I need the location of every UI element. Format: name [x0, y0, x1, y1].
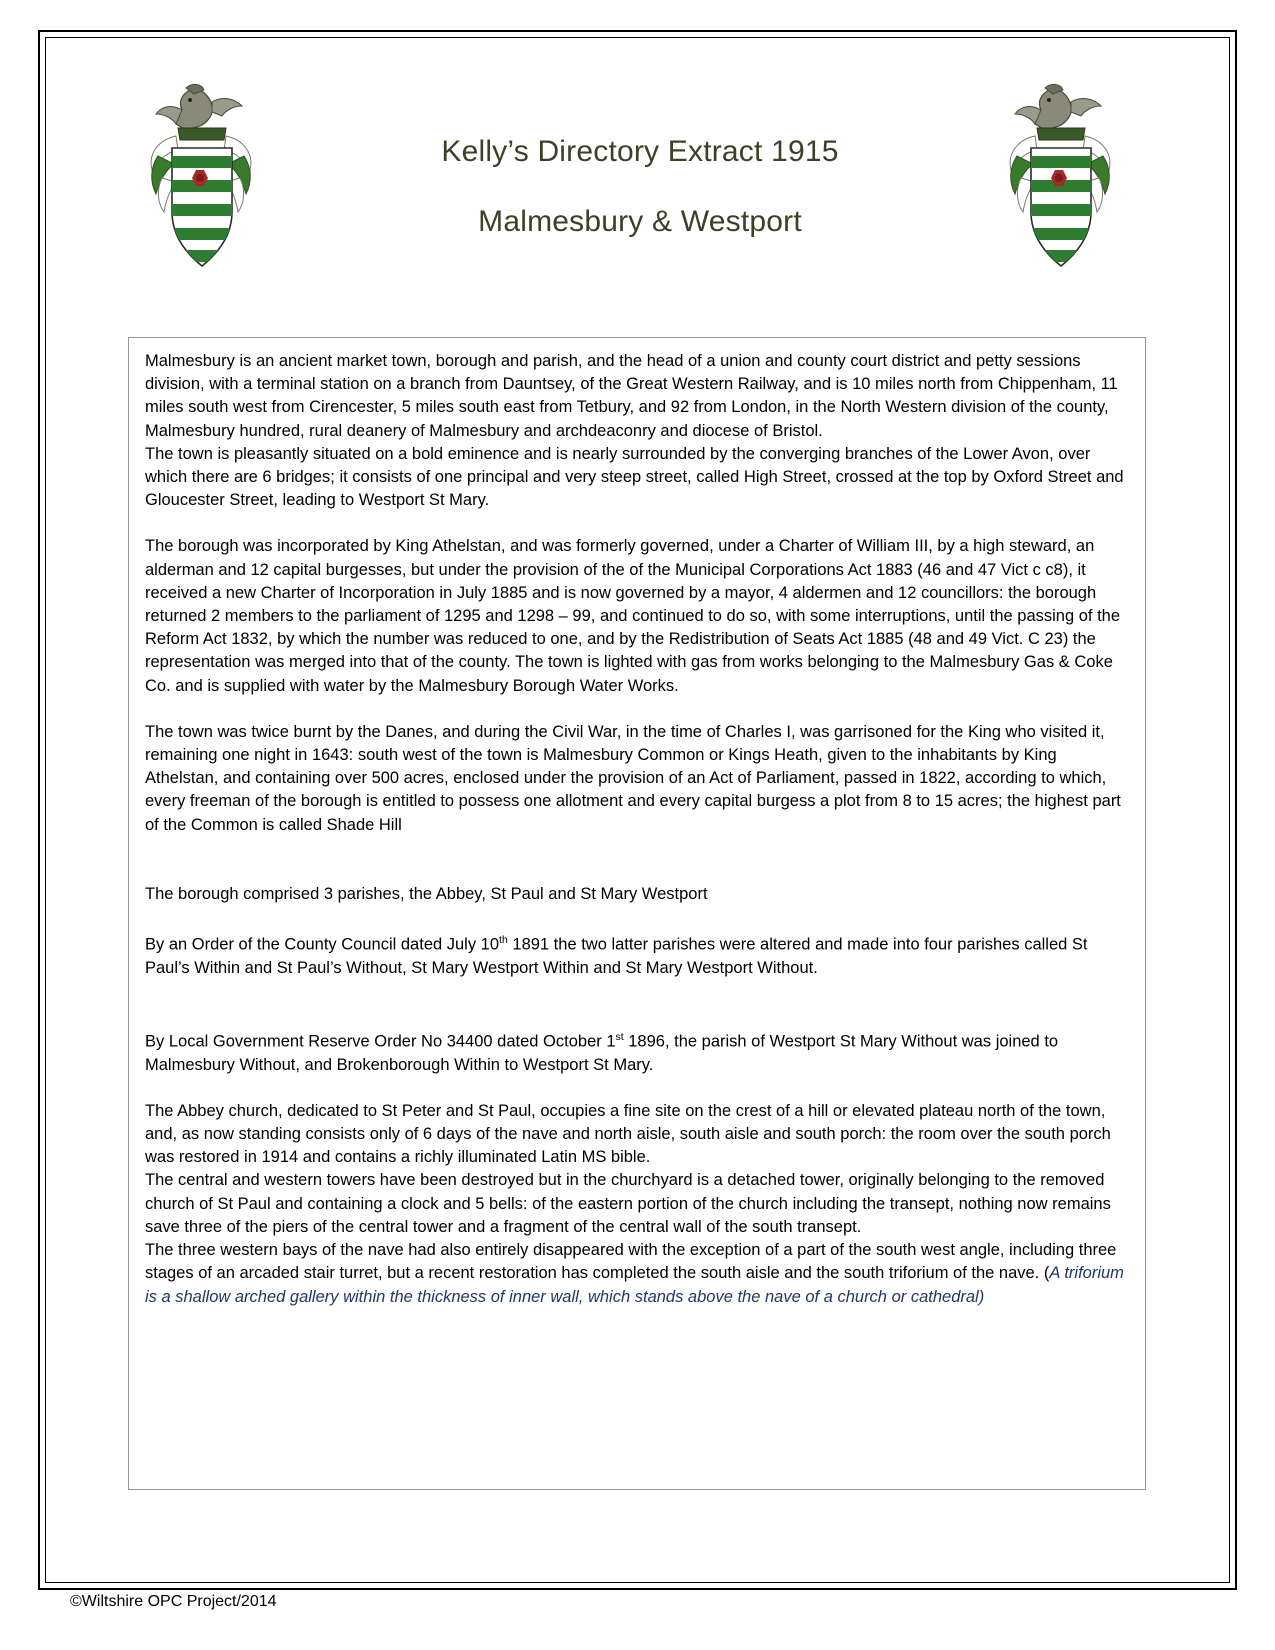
triforium-definition-note: A triforium is a shallow arched gallery within the thickness of inner wall, which stands above the nave of a church or cathedral)	[145, 1264, 1124, 1306]
coat-of-arms-left-icon	[138, 82, 266, 277]
paragraph-spacer	[145, 837, 1129, 883]
western-bays-text: The three western bays of the nave had also entirely disappeared with the exception of a part of the south west angle, including three stages of an arcaded stair turret, but a recent restoration has completed the south aisle and the south triforium of the nave. (	[145, 1241, 1117, 1283]
page-title-block	[320, 135, 960, 239]
paragraph-western-bays	[145, 1239, 1129, 1309]
paragraph-abbey-church: The Abbey church, dedicated to St Peter and St Paul, occupies a fine site on the crest of a hill or elevated plateau north of the town, and, as now standing consists only of 6 days of the nave and north aisle, south aisle and south porch: the room over the south porch was restored in 1914 and contains a richly illuminated Latin MS bible.	[145, 1101, 1111, 1167]
document-header	[60, 60, 1215, 310]
paragraph-spacer	[145, 980, 1129, 1026]
reserve-order-text-after: 1896, the parish of Westport St Mary Without was joined to Malmesbury Without, and Brokenborough Within to Westport St Mary.	[145, 1032, 1059, 1074]
paragraph-county-council-order	[145, 929, 1129, 980]
paragraph-spacer	[145, 698, 1129, 721]
paragraph-borough-incorporation: The borough was incorporated by King Athelstan, and was formerly governed, under a Charter of William III, by a high steward, an alderman and 12 capital burgesses, but under the provision of the of the Municipal Corporations Act 1883 (46 and 47 Vict c c8), it received a new Charter of Incorporation in July 1885 and is now governed by a mayor, 4 aldermen and 12 councillors: the borough returned 2 members to the parliament of 1295 and 1298 – 99, and continued to do so, with some interruptions, until the passing of the Reform Act 1832, by which the number was reduced to one, and by the Redistribution of Seats Act 1885 (48 and 49 Vict. C 23) the representation was merged into that of the county. The town is lighted with gas from works belonging to the Malmesbury Gas & Coke Co. and is supplied with water by the Malmesbury Borough Water Works.	[145, 537, 1121, 695]
reserve-order-text-before: By Local Government Reserve Order No 34400 dated October 1	[145, 1032, 616, 1051]
paragraph-three-parishes: The borough comprised 3 parishes, the Abbey, St Paul and St Mary Westport	[145, 884, 708, 903]
paragraph-spacer	[145, 1077, 1129, 1100]
ordinal-suffix-th: th	[499, 934, 508, 947]
page-title: Kelly’s Directory Extract 1915	[441, 135, 839, 168]
page-subtitle: Malmesbury & Westport	[478, 205, 802, 238]
paragraph-spacer	[145, 906, 1129, 929]
paragraph-spacer	[145, 512, 1129, 535]
document-body	[128, 337, 1146, 1490]
coat-of-arms-right-icon	[997, 82, 1125, 277]
order-text-before: By an Order of the County Council dated July 10	[145, 935, 500, 954]
order-text-after: 1891 the two latter parishes were altered and made into four parishes called St Paul’s Within and St Paul’s Without, St Mary Westport Within and St Mary Westport Without.	[145, 935, 1088, 977]
copyright-footer: ©Wiltshire OPC Project/2014	[70, 1593, 277, 1610]
paragraph-reserve-order	[145, 1026, 1129, 1077]
paragraph-intro: Malmesbury is an ancient market town, borough and parish, and the head of a union and county court district and petty sessions division, with a terminal station on a branch from Dauntsey, of the Great Western Railway, and is 10 miles north from Chippenham, 11 miles south west from Cirencester, 5 miles south east from Tetbury, and 92 from London, in the North Western division of the county, Malmesbury hundred, rural deanery of Malmesbury and archdeaconry and diocese of Bristol.	[145, 352, 1118, 440]
paragraph-towers: The central and western towers have been destroyed but in the churchyard is a detached tower, originally belonging to the removed church of St Paul and containing a clock and 5 bells: of the eastern portion of the church including the transept, nothing now remains save three of the piers of the central tower and a fragment of the central wall of the south transept.	[145, 1171, 1111, 1236]
paragraph-danes-civil-war: The town was twice burnt by the Danes, and during the Civil War, in the time of Charles I, was garrisoned for the King who visited it, remaining one night in 1643: south west of the town is Malmesbury Common or Kings Heath, given to the inhabitants by King Athelstan, and containing over 500 acres, enclosed under the provision of an Act of Parliament, passed in 1822, according to which, every freeman of the borough is entitled to possess one allotment and every capital burgess a plot from 8 to 15 acres; the highest part of the Common is called Shade Hill	[145, 722, 1121, 834]
paragraph-situation: The town is pleasantly situated on a bold eminence and is nearly surrounded by the converging branches of the Lower Avon, over which there are 6 bridges; it consists of one principal and very steep street, called High Street, crossed at the top by Oxford Street and Gloucester Street, leading to Westport St Mary.	[145, 444, 1124, 510]
ordinal-suffix-st: st	[615, 1030, 624, 1043]
